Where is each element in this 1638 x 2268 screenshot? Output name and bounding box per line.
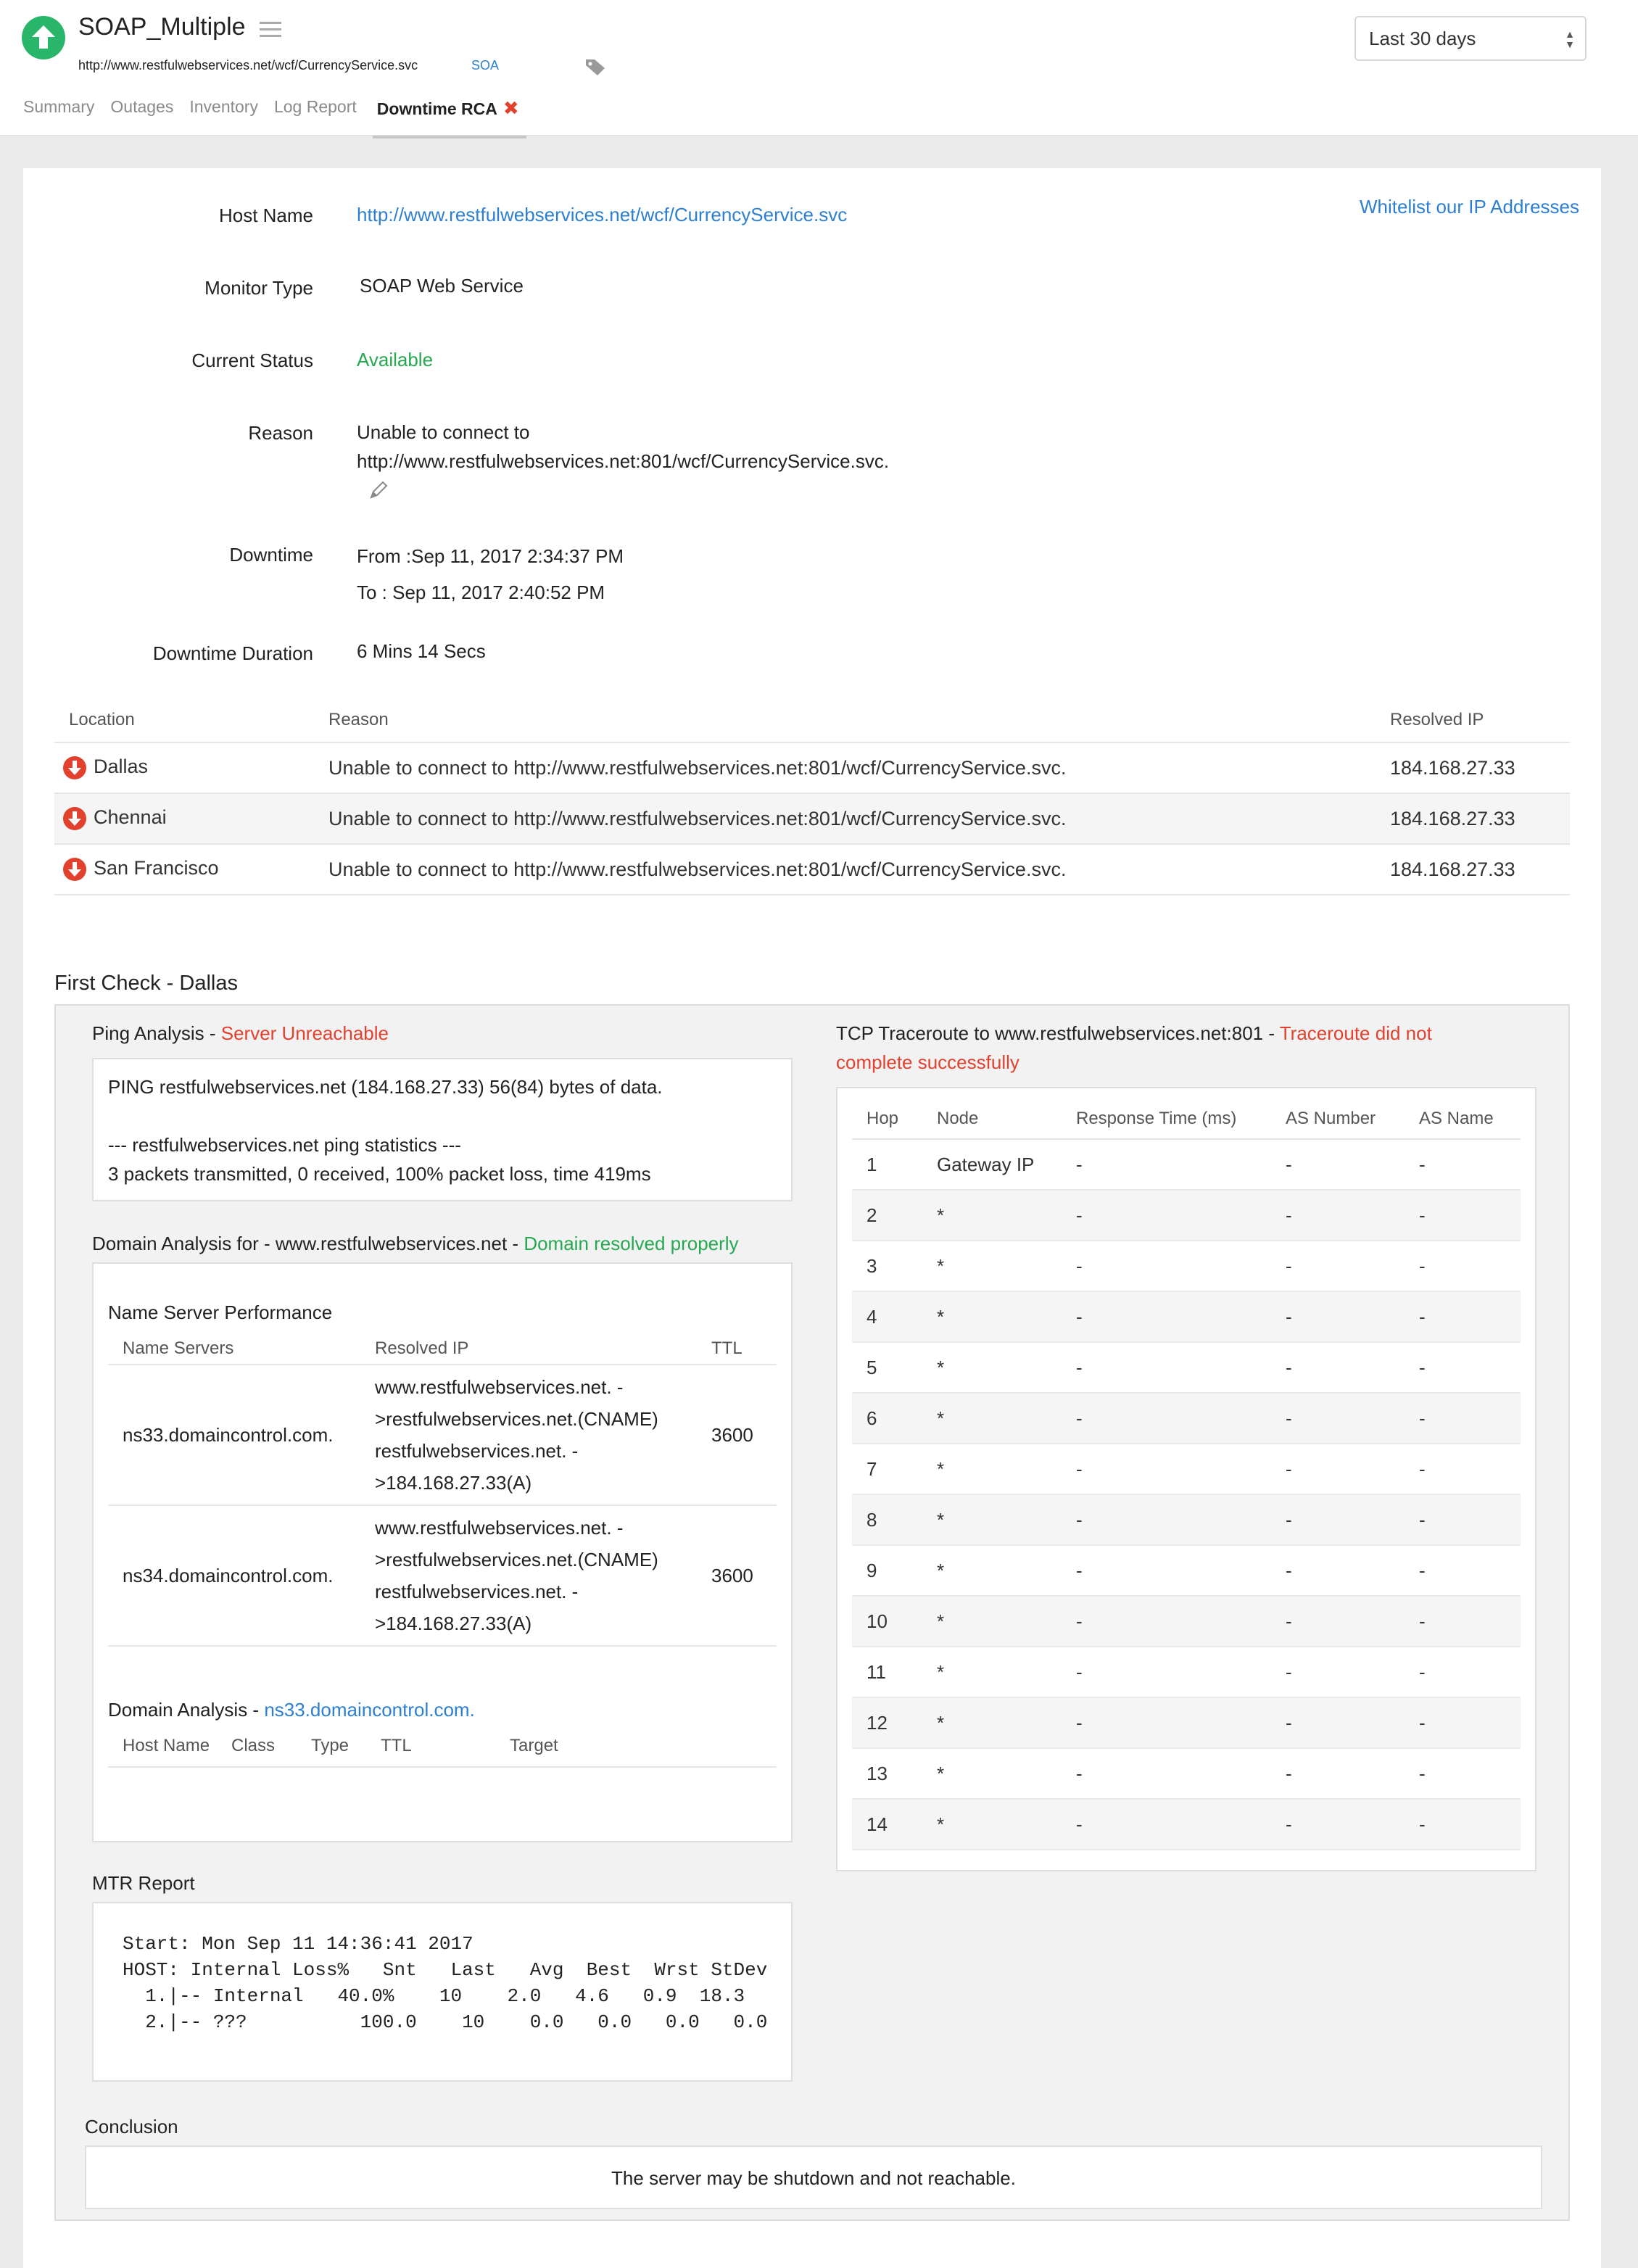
mtr-line: 1.|-- Internal 40.0% 10 2.0 4.6 0.9 18.3 [123, 1985, 745, 2007]
hop-cell: 6 [852, 1393, 922, 1444]
ns-ttl-cell: 3600 [697, 1365, 777, 1505]
col-target: Target [495, 1734, 777, 1767]
node-cell: * [922, 1190, 1062, 1241]
node-cell: * [922, 1291, 1062, 1342]
hop-cell: 5 [852, 1342, 922, 1393]
as-name-cell: - [1405, 1697, 1521, 1748]
ns-record-line: www.restfulwebservices.net. - [375, 1376, 624, 1398]
col-name-servers: Name Servers [108, 1333, 360, 1365]
hop-cell: 12 [852, 1697, 922, 1748]
node-cell: * [922, 1494, 1062, 1545]
ping-line-1: PING restfulwebservices.net (184.168.27.33) 56(84) bytes of data. [108, 1076, 663, 1098]
col-location: Location [54, 698, 314, 742]
monitor-url: http://www.restfulwebservices.net/wcf/CurrencyService.svc [78, 58, 418, 73]
ns-record-line: >restfulwebservices.net.(CNAME) [375, 1408, 658, 1430]
table-row [852, 1393, 1521, 1444]
as-name-cell: - [1405, 1748, 1521, 1799]
ping-spacer [108, 1101, 777, 1130]
period-select-value: Last 30 days [1369, 28, 1476, 49]
da-server-link[interactable]: ns33.domaincontrol.com. [264, 1699, 475, 1721]
ns-record-line: restfulwebservices.net. - [375, 1581, 579, 1602]
as-number-cell: - [1271, 1241, 1405, 1291]
node-cell: * [922, 1647, 1062, 1697]
table-row [54, 844, 1570, 895]
page-header [0, 0, 1638, 136]
col-host-name: Host Name [108, 1734, 217, 1767]
hop-cell: 8 [852, 1494, 922, 1545]
traceroute-header [852, 1098, 1521, 1139]
location-name: Dallas [94, 756, 149, 778]
as-name-cell: - [1405, 1647, 1521, 1697]
ns-record-cell [360, 1505, 697, 1646]
select-arrows-icon: ▲ ▼ [1565, 28, 1575, 50]
host-name-label: Host Name [218, 204, 313, 226]
location-table [54, 698, 1570, 895]
rca-card [23, 168, 1601, 2268]
ns-performance-title: Name Server Performance [108, 1301, 333, 1323]
hop-cell: 13 [852, 1748, 922, 1799]
response-time-cell: - [1062, 1241, 1271, 1291]
as-number-cell: - [1271, 1190, 1405, 1241]
as-number-cell: - [1271, 1393, 1405, 1444]
col-ttl: TTL [697, 1333, 777, 1365]
table-row [852, 1444, 1521, 1494]
host-name-value[interactable]: http://www.restfulwebservices.net/wcf/CurrencyService.svc [357, 204, 848, 225]
tab-log-report[interactable]: Log Report [273, 97, 357, 116]
first-check-title: First Check - Dallas [54, 972, 238, 995]
traceroute-box [836, 1087, 1536, 1871]
monitor-type-link[interactable]: SOA [471, 58, 500, 73]
mtr-line: HOST: Internal Loss% Snt Last Avg Best Wrst StDev [123, 1959, 768, 1981]
status-up-icon [22, 16, 65, 59]
col-response-time: Response Time (ms) [1062, 1098, 1271, 1139]
hop-cell: 2 [852, 1190, 922, 1241]
domain-analysis-title [92, 1229, 739, 1258]
ip-cell: 184.168.27.33 [1376, 793, 1570, 844]
tab-outages[interactable]: Outages [110, 97, 174, 116]
response-time-cell: - [1062, 1748, 1271, 1799]
ns-table-header [108, 1333, 777, 1365]
response-time-cell: - [1062, 1596, 1271, 1647]
as-name-cell: - [1405, 1799, 1521, 1850]
da-table-header [108, 1734, 777, 1767]
as-name-cell: - [1405, 1342, 1521, 1393]
ping-status: Server Unreachable [220, 1022, 389, 1044]
reason-cell: Unable to connect to http://www.restfulwebservices.net:801/wcf/CurrencyService.svc. [314, 844, 1376, 895]
col-class: Class [217, 1734, 297, 1767]
hop-cell: 14 [852, 1799, 922, 1850]
location-cell [54, 793, 314, 844]
col-as-number: AS Number [1271, 1098, 1405, 1139]
as-number-cell: - [1271, 1139, 1405, 1190]
domain-records-table [108, 1734, 777, 1768]
col-da-ttl: TTL [366, 1734, 495, 1767]
as-number-cell: - [1271, 1444, 1405, 1494]
table-row [54, 742, 1570, 793]
hop-cell: 9 [852, 1545, 922, 1596]
as-name-cell: - [1405, 1241, 1521, 1291]
node-cell: * [922, 1393, 1062, 1444]
mtr-line: 2.|-- ??? 100.0 10 0.0 0.0 0.0 0.0 [123, 2011, 768, 2033]
node-cell: * [922, 1697, 1062, 1748]
ping-line-3: 3 packets transmitted, 0 received, 100% packet loss, time 419ms [108, 1163, 651, 1185]
col-node: Node [922, 1098, 1062, 1139]
as-name-cell: - [1405, 1393, 1521, 1444]
response-time-cell: - [1062, 1190, 1271, 1241]
da-label: Domain Analysis - [108, 1699, 265, 1721]
location-cell [54, 742, 314, 793]
as-name-cell: - [1405, 1190, 1521, 1241]
as-name-cell: - [1405, 1139, 1521, 1190]
downtime-to: To : Sep 11, 2017 2:40:52 PM [357, 582, 605, 603]
downtime-value [357, 538, 624, 611]
tab-bar [23, 97, 542, 138]
traceroute-body [852, 1139, 1521, 1850]
col-ns-resolved-ip: Resolved IP [360, 1333, 697, 1365]
tab-inventory[interactable]: Inventory [189, 97, 258, 116]
node-cell: * [922, 1342, 1062, 1393]
reason-line-1: Unable to connect to [357, 421, 530, 443]
down-status-icon [62, 856, 88, 882]
ns-record-line: >restfulwebservices.net.(CNAME) [375, 1549, 658, 1570]
as-number-cell: - [1271, 1494, 1405, 1545]
domain-status: Domain resolved properly [524, 1233, 739, 1254]
table-row [852, 1697, 1521, 1748]
domain-analysis-box [92, 1262, 793, 1842]
duration-value: 6 Mins 14 Secs [357, 640, 486, 662]
response-time-cell: - [1062, 1342, 1271, 1393]
conclusion-box: The server may be shutdown and not reachable. [85, 2145, 1542, 2209]
col-resolved-ip: Resolved IP [1376, 698, 1570, 742]
reason-value [357, 418, 889, 500]
table-row [852, 1799, 1521, 1850]
domain-analysis-label: Domain Analysis for - www.restfulwebservices.net - [92, 1233, 524, 1254]
node-cell: * [922, 1748, 1062, 1799]
ns-ttl-cell: 3600 [697, 1505, 777, 1646]
first-check-panel [54, 1004, 1570, 2221]
ip-cell: 184.168.27.33 [1376, 742, 1570, 793]
hop-cell: 3 [852, 1241, 922, 1291]
as-number-cell: - [1271, 1342, 1405, 1393]
whitelist-link[interactable]: Whitelist our IP Addresses [1360, 196, 1579, 218]
tab-downtime-rca-label: Downtime RCA [376, 99, 497, 118]
response-time-cell: - [1062, 1545, 1271, 1596]
col-as-name: AS Name [1405, 1098, 1521, 1139]
ping-analysis-title [92, 1019, 389, 1048]
down-status-icon [62, 806, 88, 832]
hop-cell: 1 [852, 1139, 922, 1190]
ns-server-cell: ns34.domaincontrol.com. [108, 1505, 360, 1646]
node-cell: * [922, 1799, 1062, 1850]
as-number-cell: - [1271, 1596, 1405, 1647]
as-number-cell: - [1271, 1697, 1405, 1748]
table-row [852, 1139, 1521, 1190]
ns-record-line: restfulwebservices.net. - [375, 1440, 579, 1462]
node-cell: * [922, 1444, 1062, 1494]
traceroute-status-1: Traceroute did not [1279, 1022, 1432, 1044]
tab-summary[interactable]: Summary [23, 97, 95, 116]
current-status-label: Current Status [191, 349, 313, 371]
table-row [852, 1494, 1521, 1545]
as-number-cell: - [1271, 1647, 1405, 1697]
hop-cell: 4 [852, 1291, 922, 1342]
table-row [852, 1190, 1521, 1241]
ns-server-cell: ns33.domaincontrol.com. [108, 1365, 360, 1505]
mtr-line: Start: Mon Sep 11 14:36:41 2017 [123, 1933, 473, 1955]
table-row [54, 793, 1570, 844]
ns-table [108, 1333, 777, 1647]
mtr-output [123, 1931, 768, 2035]
as-number-cell: - [1271, 1748, 1405, 1799]
hop-cell: 7 [852, 1444, 922, 1494]
col-hop: Hop [852, 1098, 922, 1139]
monitor-name: SOAP_Multiple [78, 13, 246, 41]
current-status-value: Available [357, 349, 434, 371]
ns-record-cell [360, 1365, 697, 1505]
ns-record-line: >184.168.27.33(A) [375, 1472, 532, 1494]
table-row [852, 1748, 1521, 1799]
reason-cell: Unable to connect to http://www.restfulwebservices.net:801/wcf/CurrencyService.svc. [314, 793, 1376, 844]
table-row [852, 1241, 1521, 1291]
location-name: Chennai [94, 806, 167, 829]
col-type: Type [297, 1734, 366, 1767]
monitor-type-label: Monitor Type [204, 277, 313, 299]
table-row [108, 1365, 777, 1505]
table-row [852, 1342, 1521, 1393]
mtr-report-box [92, 1902, 793, 2082]
menu-icon[interactable] [260, 22, 281, 38]
conclusion-title: Conclusion [85, 2116, 178, 2137]
downtime-from: From :Sep 11, 2017 2:34:37 PM [357, 545, 624, 567]
response-time-cell: - [1062, 1799, 1271, 1850]
domain-analysis-subtitle [108, 1699, 777, 1721]
edit-icon[interactable] [368, 479, 390, 500]
downtime-label: Downtime [229, 544, 313, 566]
ip-cell: 184.168.27.33 [1376, 844, 1570, 895]
as-name-cell: - [1405, 1444, 1521, 1494]
hop-cell: 10 [852, 1596, 922, 1647]
tab-downtime-rca[interactable] [373, 97, 526, 138]
ping-line-2: --- restfulwebservices.net ping statistics --- [108, 1134, 461, 1156]
ns-record-line: www.restfulwebservices.net. - [375, 1517, 624, 1539]
monitor-type-value: SOAP Web Service [360, 275, 524, 297]
reason-cell: Unable to connect to http://www.restfulwebservices.net:801/wcf/CurrencyService.svc. [314, 742, 1376, 793]
reason-label: Reason [248, 422, 313, 444]
duration-label: Downtime Duration [152, 642, 313, 664]
ping-analysis-label: Ping Analysis - [92, 1022, 221, 1044]
traceroute-status-2: complete successfully [836, 1051, 1019, 1073]
location-name: San Francisco [94, 857, 219, 880]
close-icon[interactable]: ✖ [502, 97, 519, 119]
traceroute-label: TCP Traceroute to www.restfulwebservices.net:801 - [836, 1022, 1280, 1044]
col-reason: Reason [314, 698, 1376, 742]
ns-record-line: >184.168.27.33(A) [375, 1613, 532, 1634]
as-name-cell: - [1405, 1545, 1521, 1596]
table-row [108, 1505, 777, 1646]
as-number-cell: - [1271, 1799, 1405, 1850]
response-time-cell: - [1062, 1393, 1271, 1444]
location-table-header [54, 698, 1570, 742]
table-row [852, 1545, 1521, 1596]
as-name-cell: - [1405, 1596, 1521, 1647]
response-time-cell: - [1062, 1697, 1271, 1748]
tag-icon[interactable] [584, 58, 606, 82]
traceroute-title [836, 1019, 1432, 1077]
response-time-cell: - [1062, 1291, 1271, 1342]
reason-line-2: http://www.restfulwebservices.net:801/wcf/CurrencyService.svc. [357, 450, 890, 472]
response-time-cell: - [1062, 1444, 1271, 1494]
as-name-cell: - [1405, 1494, 1521, 1545]
traceroute-table [852, 1098, 1521, 1850]
as-name-cell: - [1405, 1291, 1521, 1342]
location-cell [54, 844, 314, 895]
node-cell: Gateway IP [922, 1139, 1062, 1190]
table-row [852, 1291, 1521, 1342]
node-cell: * [922, 1596, 1062, 1647]
node-cell: * [922, 1545, 1062, 1596]
response-time-cell: - [1062, 1647, 1271, 1697]
mtr-report-title: MTR Report [92, 1872, 195, 1894]
down-status-icon [62, 755, 88, 781]
node-cell: * [922, 1241, 1062, 1291]
table-row [852, 1647, 1521, 1697]
response-time-cell: - [1062, 1494, 1271, 1545]
as-number-cell: - [1271, 1291, 1405, 1342]
hop-cell: 11 [852, 1647, 922, 1697]
response-time-cell: - [1062, 1139, 1271, 1190]
period-select[interactable] [1354, 16, 1587, 61]
as-number-cell: - [1271, 1545, 1405, 1596]
ping-output-box [92, 1058, 793, 1201]
table-row [852, 1596, 1521, 1647]
